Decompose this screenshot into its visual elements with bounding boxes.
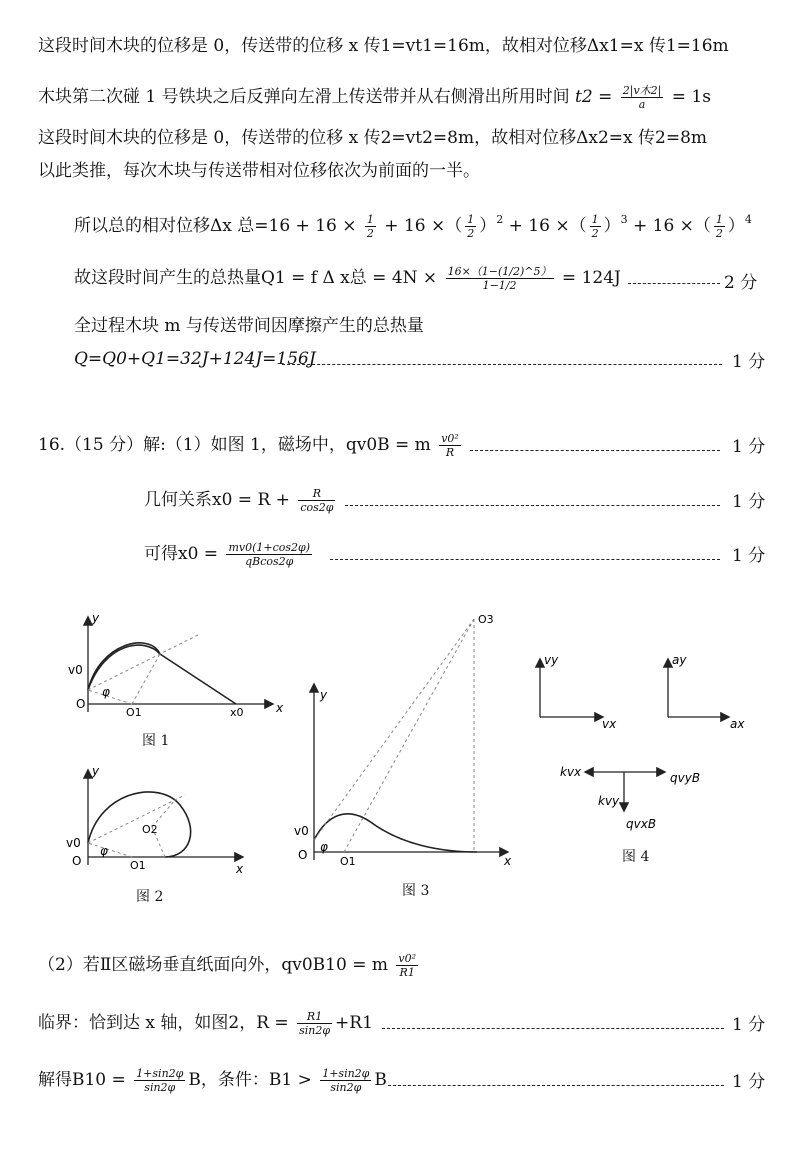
heat-num: 16×（1−(1/2)^5）	[447, 265, 552, 278]
force-diagram	[560, 765, 700, 831]
label-x: x	[276, 701, 284, 715]
label-vx: vx	[602, 717, 617, 731]
part2-l2-tail: +R1	[335, 1013, 373, 1033]
frac-den: sin2φ	[299, 1024, 331, 1037]
figure-3	[292, 605, 520, 875]
label-phi: φ	[102, 685, 110, 699]
arc	[88, 645, 160, 690]
label-x: x	[504, 854, 512, 868]
frac-num: v0²	[441, 432, 459, 445]
heat-prefix: 故这段时间产生的总热量Q1 = f Δ x总 = 4N ×	[74, 268, 438, 288]
frac-num: v0²	[398, 952, 416, 965]
caption-fig4: 图 4	[622, 849, 650, 865]
dotted-radius	[132, 654, 160, 704]
label-vy: vy	[544, 653, 559, 667]
acceleration-components	[668, 653, 745, 731]
part2-line-2	[38, 1010, 373, 1037]
score-part2-2: 1 分	[732, 1072, 766, 1092]
caption-fig1: 图 1	[142, 733, 170, 749]
sum-close: ）	[603, 216, 621, 236]
label-y: y	[92, 612, 100, 625]
label-o3: O3	[478, 613, 494, 626]
figure-2	[60, 765, 250, 875]
line2-tail: = 1s	[671, 87, 711, 107]
text-line-4: 以此类推，每次木块与传送带相对位移依次为前面的一半。	[38, 161, 480, 181]
sum-half-frac-4	[714, 213, 725, 240]
frac-den: 2	[715, 227, 723, 240]
label-o2: O2	[142, 823, 158, 836]
caption-fig3: 图 3	[402, 883, 430, 899]
label-qvxb: qvxB	[626, 817, 657, 831]
label-kvx: kvx	[560, 765, 582, 779]
total-label: 全过程木块 m 与传送带间因摩擦产生的总热量	[74, 316, 424, 336]
line2-num: 2|v木2|	[622, 84, 662, 97]
trajectory	[88, 643, 236, 704]
part2-l3-frac-2	[320, 1067, 371, 1094]
label-o: O	[76, 697, 86, 711]
heat-tail: = 124J	[561, 268, 621, 288]
q16-l3-frac	[226, 541, 312, 568]
figure-1	[60, 612, 290, 722]
dash-leader	[388, 1085, 724, 1086]
label-v0: v0	[68, 663, 83, 677]
label-y: y	[320, 688, 328, 702]
label-ax: ax	[730, 717, 745, 731]
frac-den: sin2φ	[330, 1081, 362, 1094]
label-o1: O1	[126, 706, 142, 719]
q16-l3-text: 可得x0 =	[144, 544, 219, 564]
part2-line-3	[38, 1067, 387, 1094]
line2-text: 木块第二次碰 1 号铁块之后反弹向左滑上传送带并从右侧滑出所用时间	[38, 87, 570, 107]
dash-leader	[470, 450, 720, 451]
frac-num: mv0(1+cos2φ)	[228, 541, 311, 554]
sum-line	[74, 207, 752, 240]
sum-close: ）	[727, 216, 745, 236]
label-o: O	[72, 854, 82, 868]
q16-l2-text: 几何关系x0 = R +	[144, 490, 290, 510]
q16-line-1	[38, 432, 464, 459]
sum-half-frac	[365, 213, 376, 240]
text-line-2	[38, 84, 711, 111]
sum-term: + 16 ×（	[632, 216, 711, 236]
frac-num: 1	[591, 213, 599, 226]
sum-term: + 16 ×（	[384, 216, 463, 236]
sum-power-4: 4	[744, 213, 752, 226]
frac-den: 2	[591, 227, 599, 240]
dotted-line	[314, 619, 474, 840]
frac-den: 2	[366, 227, 374, 240]
frac-num: 1+sin2φ	[322, 1067, 370, 1080]
label-o: O	[298, 848, 308, 862]
part2-l3-mid: B，条件：B1 >	[188, 1070, 312, 1090]
heat-den: 1−1/2	[482, 279, 517, 292]
part2-l3-text: 解得B10 =	[38, 1070, 126, 1090]
label-ay: ay	[672, 653, 687, 667]
frac-den: R	[445, 446, 455, 459]
sum-power-3: 3	[620, 213, 628, 226]
q16-line-2	[144, 487, 338, 514]
velocity-components	[540, 653, 617, 731]
dash-leader	[382, 1028, 724, 1029]
label-x0: x0	[230, 706, 244, 719]
figure-4	[530, 650, 770, 840]
heat-line	[74, 265, 621, 292]
sum-half-frac-3	[590, 213, 601, 240]
frac-num: 1+sin2φ	[136, 1067, 184, 1080]
score-part2-1: 1 分	[732, 1015, 766, 1035]
label-v0: v0	[294, 824, 309, 838]
frac-num: R	[298, 487, 335, 501]
line2-fraction	[621, 84, 664, 111]
dash-leader	[628, 283, 720, 284]
sum-term: + 16 ×（	[508, 216, 587, 236]
frac-num: 1	[366, 213, 374, 226]
frac-num: 1	[715, 213, 723, 226]
dash-leader	[345, 505, 720, 506]
score-q16-1: 1 分	[732, 437, 766, 457]
trajectory	[314, 814, 477, 852]
dotted-radius-3	[88, 843, 132, 857]
label-o1: O1	[340, 855, 356, 868]
dash-leader	[330, 559, 720, 560]
part2-line-1	[38, 952, 421, 979]
label-kvy: kvy	[598, 794, 620, 808]
sum-half-frac-2	[465, 213, 476, 240]
text-line-1: 这段时间木块的位移是 0，传送带的位移 x 传1=vt1=16m，故相对位移Δx1=x 传1=16m	[38, 36, 729, 56]
dotted-line	[88, 795, 185, 843]
q16-l1-frac	[439, 432, 461, 459]
label-qvyb: qvyB	[670, 771, 701, 785]
sum-power-2: 2	[496, 213, 504, 226]
label-y: y	[92, 765, 100, 778]
label-phi: φ	[100, 844, 108, 858]
part2-l2-frac	[297, 1010, 332, 1037]
part2-l3-frac	[134, 1067, 185, 1094]
score-q16-2: 1 分	[732, 492, 766, 512]
label-x: x	[236, 862, 244, 875]
dotted-radius-2	[88, 690, 132, 704]
caption-fig2: 图 2	[136, 889, 164, 905]
label-o1: O1	[130, 859, 146, 872]
frac-den: cos2φ	[300, 501, 334, 514]
sum-close: ）	[479, 216, 497, 236]
score-heat: 2 分	[724, 273, 758, 293]
part2-l3-tail: B	[374, 1070, 387, 1090]
frac-den: sin2φ	[144, 1081, 176, 1094]
frac-den: qBcos2φ	[245, 555, 294, 568]
score-total: 1 分	[732, 352, 766, 372]
frac-num: R1	[297, 1010, 332, 1024]
text-line-3: 这段时间木块的位移是 0，传送带的位移 x 传2=vt2=8m，故相对位移Δx2=x 传2=8m	[38, 128, 708, 148]
score-q16-3: 1 分	[732, 546, 766, 566]
q16-line-3	[144, 541, 315, 568]
sum-prefix: 所以总的相对位移Δx 总=16 + 16 ×	[74, 216, 357, 236]
q16-l2-frac	[298, 487, 335, 514]
label-phi: φ	[320, 840, 328, 854]
part2-l1-text: （2）若Ⅱ区磁场垂直纸面向外，qv0B10 = m	[38, 955, 388, 975]
frac-num: 1	[467, 213, 475, 226]
frac-den: R1	[399, 966, 415, 979]
part2-l2-text: 临界：恰到达 x 轴，如图2，R =	[38, 1013, 289, 1033]
part2-l1-frac	[396, 952, 418, 979]
dash-leader	[282, 364, 722, 365]
label-v0: v0	[66, 836, 81, 850]
q16-l1-text: 16.（15 分）解:（1）如图 1，磁场中，qv0B = m	[38, 435, 431, 455]
line2-den: a	[638, 98, 646, 111]
total-line: Q=Q0+Q1=32J+124J=156J	[74, 349, 316, 369]
heat-fraction	[446, 265, 554, 292]
line2-t2: t2 =	[575, 87, 613, 107]
frac-den: 2	[467, 227, 475, 240]
